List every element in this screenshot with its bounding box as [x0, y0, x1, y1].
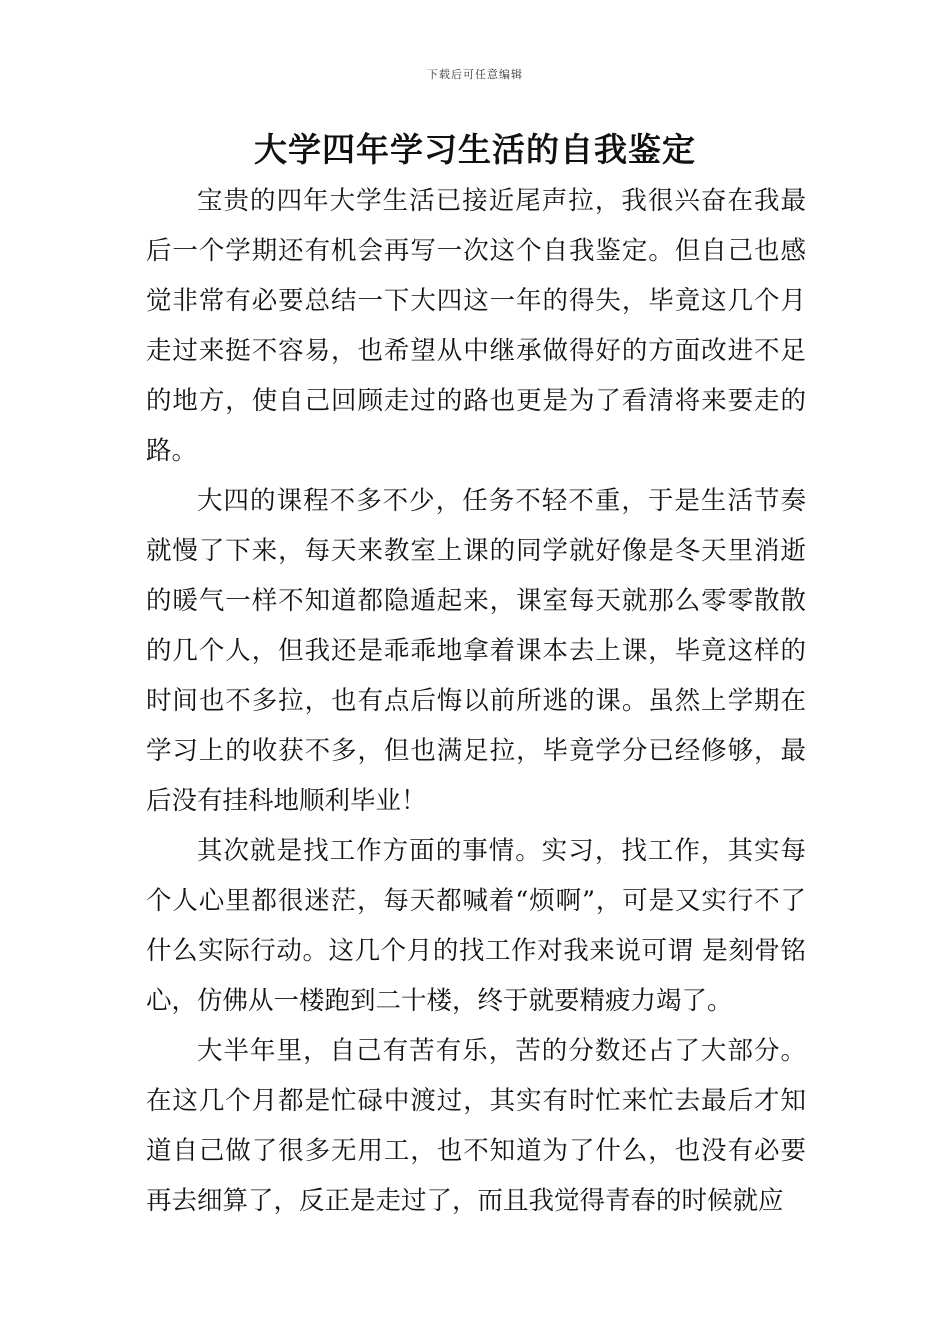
document-title: 大学四年学习生活的自我鉴定	[254, 130, 696, 169]
document-body	[146, 176, 806, 1226]
paragraph: 宝贵的四年大学生活已接近尾声拉，我很兴奋在我最后一个学期还有机会再写一次这个自我鉴定。但自己也感觉非常有必要总结一下大四这一年的得失，毕竟这几个月走过来挺不容易，也希望从中继承做得好的方面改进不足的地方，使自己回顾走过的路也更是为了看清将来要走的路。	[146, 186, 806, 466]
paragraph: 大四的课程不多不少，任务不轻不重，于是生活节奏就慢了下来，每天来教室上课的同学就好像是冬天里消逝的暖气一样不知道都隐遁起来，课室每天就那么零零散散的几个人，但我还是乖乖地拿着课本去上课，毕竟这样的时间也不多拉，也有点后悔以前所逃的课。虽然上学期在学习上的收获不多，但也满足拉，毕竟学分已经修够，最后没有挂科地顺利毕业！	[146, 486, 806, 816]
paragraph: 大半年里，自己有苦有乐，苦的分数还占了大部分。在这几个月都是忙碌中渡过，其实有时忙来忙去最后才知道自己做了很多无用工，也不知道为了什么，也没有必要再去细算了，反正是走过了，而且我觉得青春的时候就应	[146, 1036, 806, 1216]
paragraph: 其次就是找工作方面的事情。实习，找工作，其实每个人心里都很迷茫，每天都喊着“烦啊”，可是又实行不了什么实际行动。这几个月的找工作对我来说可谓 是刻骨铭心，仿佛从一楼跑到二十楼，终于就要精疲力竭了。	[146, 836, 806, 1016]
header-note: 下载后可任意编辑	[427, 68, 523, 81]
